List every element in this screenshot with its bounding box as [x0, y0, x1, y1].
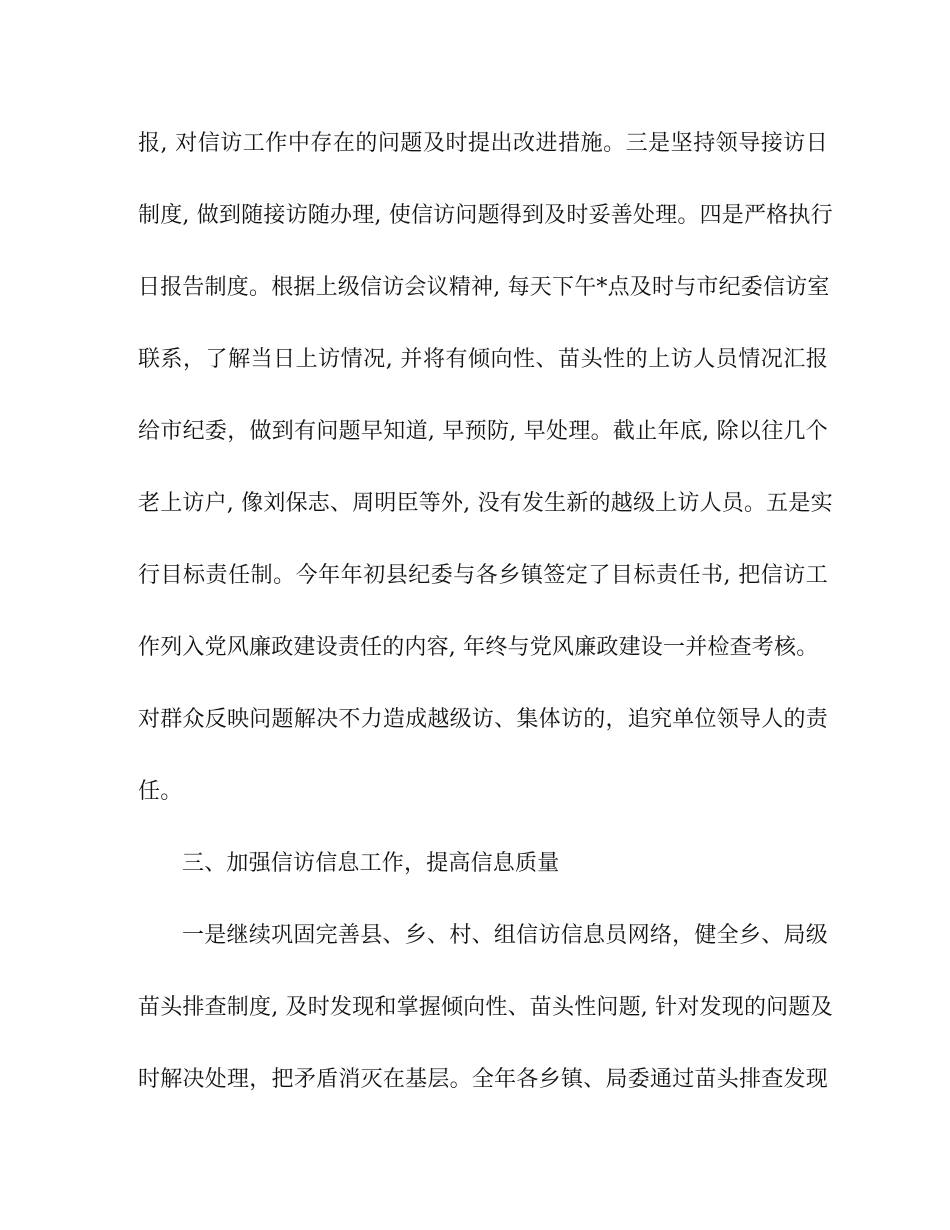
- body-text-line: 日报告制度。根据上级信访会议精神, 每天下午*点及时与市纪委信访室: [138, 275, 830, 300]
- body-text-line: 制度, 做到随接访随办理, 使信访问题得到及时妥善处理。四是严格执行: [138, 203, 833, 228]
- body-text-line: 对群众反映问题解决不力造成越级访、集体访的，追究单位领导人的责: [138, 707, 828, 732]
- section-heading: 三、加强信访信息工作，提高信息质量: [182, 851, 560, 876]
- body-text-line: 联系，了解当日上访情况, 并将有倾向性、苗头性的上访人员情况汇报: [138, 347, 828, 372]
- body-text-line: 作列入党风廉政建设责任的内容, 年终与党风廉政建设一并检查考核。: [138, 635, 819, 660]
- body-text-line: 任。: [138, 779, 183, 804]
- body-text-line: 报, 对信访工作中存在的问题及时提出改进措施。三是坚持领导接访日: [138, 131, 828, 156]
- body-text-line: 时解决处理，把矛盾消灭在基层。全年各乡镇、局委通过苗头排查发现: [138, 1067, 828, 1092]
- body-text-line: 苗头排查制度, 及时发现和掌握倾向性、苗头性问题, 针对发现的问题及: [138, 995, 833, 1020]
- body-text-line: 给市纪委，做到有问题早知道, 早预防, 早处理。截止年底, 除以往几个: [138, 419, 828, 444]
- body-text-line: 一是继续巩固完善县、乡、村、组信访信息员网络，健全乡、局级: [182, 923, 828, 948]
- body-text-line: 行目标责任制。今年年初县纪委与各乡镇签定了目标责任书, 把信访工: [138, 563, 828, 588]
- body-text-line: 老上访户, 像刘保志、周明臣等外, 没有发生新的越级上访人员。五是实: [138, 491, 833, 516]
